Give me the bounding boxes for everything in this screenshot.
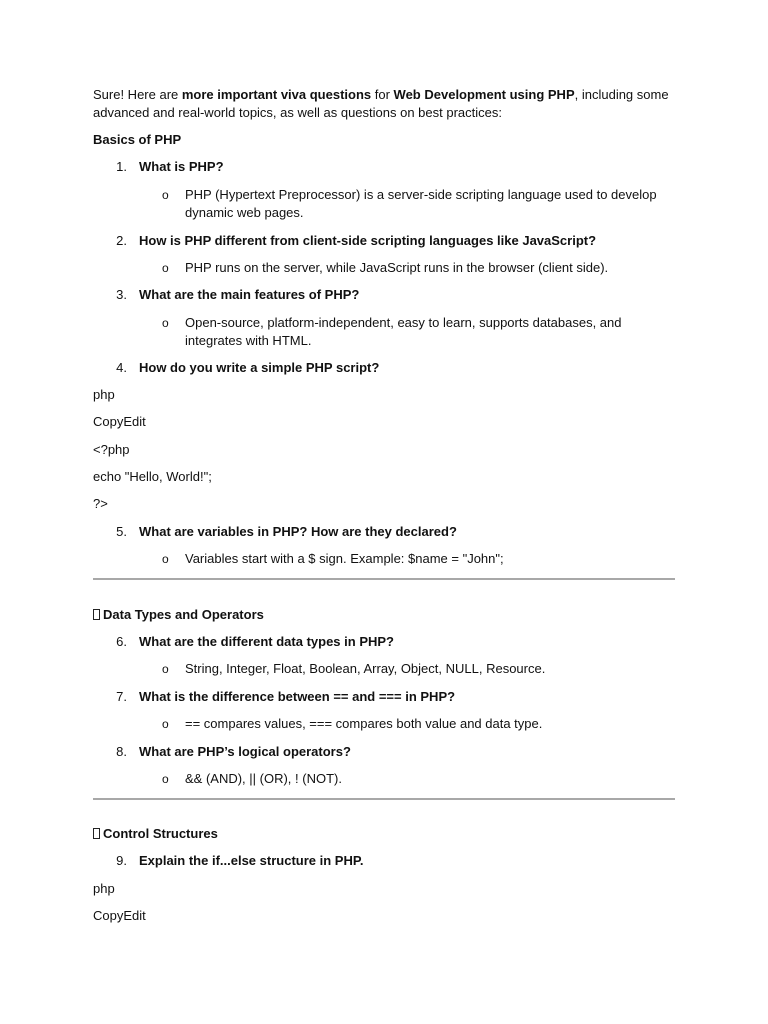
copy-edit-button[interactable]: CopyEdit bbox=[93, 414, 146, 429]
answer-text: String, Integer, Float, Boolean, Array, Object, NULL, Resource. bbox=[185, 661, 546, 676]
bullet-marker: o bbox=[162, 717, 169, 731]
question-number: 5. bbox=[116, 524, 127, 539]
question-number: 2. bbox=[116, 233, 127, 248]
question-text: What is the difference between == and === in PHP? bbox=[139, 689, 456, 704]
code-line: echo "Hello, World!"; bbox=[93, 469, 212, 484]
horizontal-rule bbox=[93, 578, 675, 580]
copy-edit-button[interactable]: CopyEdit bbox=[93, 908, 146, 923]
question-text: How is PHP different from client-side scripting languages like JavaScript? bbox=[139, 233, 597, 248]
question-text: How do you write a simple PHP script? bbox=[139, 360, 380, 375]
section-heading-text: Control Structures bbox=[103, 826, 218, 841]
bullet-marker: o bbox=[162, 316, 169, 330]
code-language-label: php bbox=[93, 881, 115, 896]
question-text: What are variables in PHP? How are they declared? bbox=[139, 524, 457, 539]
question-number: 9. bbox=[116, 853, 127, 868]
answer-text: Variables start with a $ sign. Example: $name = "John"; bbox=[185, 551, 504, 566]
answer-text: PHP runs on the server, while JavaScript runs in the browser (client side). bbox=[185, 260, 609, 275]
question-text: What are the different data types in PHP? bbox=[139, 634, 394, 649]
section-heading-text: Data Types and Operators bbox=[103, 607, 264, 622]
question-number: 4. bbox=[116, 360, 127, 375]
question-text: What are the main features of PHP? bbox=[139, 287, 360, 302]
bullet-marker: o bbox=[162, 261, 169, 275]
code-line: <?php bbox=[93, 442, 130, 457]
bullet-marker: o bbox=[162, 552, 169, 566]
section-heading-data-types bbox=[93, 606, 264, 624]
question-text: What are PHP’s logical operators? bbox=[139, 744, 351, 759]
intro-bold-1: more important viva questions bbox=[181, 87, 372, 102]
question-number: 6. bbox=[116, 634, 127, 649]
missing-glyph-icon bbox=[93, 828, 100, 839]
intro-text-2: for bbox=[371, 87, 394, 102]
question-text: Explain the if...else structure in PHP. bbox=[139, 853, 364, 868]
bullet-marker: o bbox=[162, 662, 169, 676]
question-number: 8. bbox=[116, 744, 127, 759]
question-number: 1. bbox=[116, 159, 127, 174]
code-line: ?> bbox=[93, 496, 108, 511]
answer-text: PHP (Hypertext Preprocessor) is a server-side scripting language used to develop dynamic web pages. bbox=[185, 187, 657, 220]
section-heading-control-structures bbox=[93, 825, 218, 843]
question-text: What is PHP? bbox=[139, 159, 224, 174]
intro-paragraph bbox=[93, 86, 675, 122]
bullet-marker: o bbox=[162, 188, 169, 202]
section-heading-basics: Basics of PHP bbox=[93, 132, 182, 147]
code-language-label: php bbox=[93, 387, 115, 402]
bullet-marker: o bbox=[162, 772, 169, 786]
intro-bold-2: Web Development using PHP bbox=[393, 87, 575, 102]
question-number: 7. bbox=[116, 689, 127, 704]
question-number: 3. bbox=[116, 287, 127, 302]
intro-text-1: Sure! Here are bbox=[93, 87, 182, 102]
horizontal-rule bbox=[93, 798, 675, 800]
missing-glyph-icon bbox=[93, 609, 100, 620]
answer-text: == compares values, === compares both value and data type. bbox=[185, 716, 543, 731]
answer-text: && (AND), || (OR), ! (NOT). bbox=[185, 771, 342, 786]
intro-text-3: , including some advanced and real-world topics, as well as questions on best practices: bbox=[93, 87, 669, 120]
answer-text: Open-source, platform-independent, easy to learn, supports databases, and integrates with HTML. bbox=[185, 315, 622, 348]
